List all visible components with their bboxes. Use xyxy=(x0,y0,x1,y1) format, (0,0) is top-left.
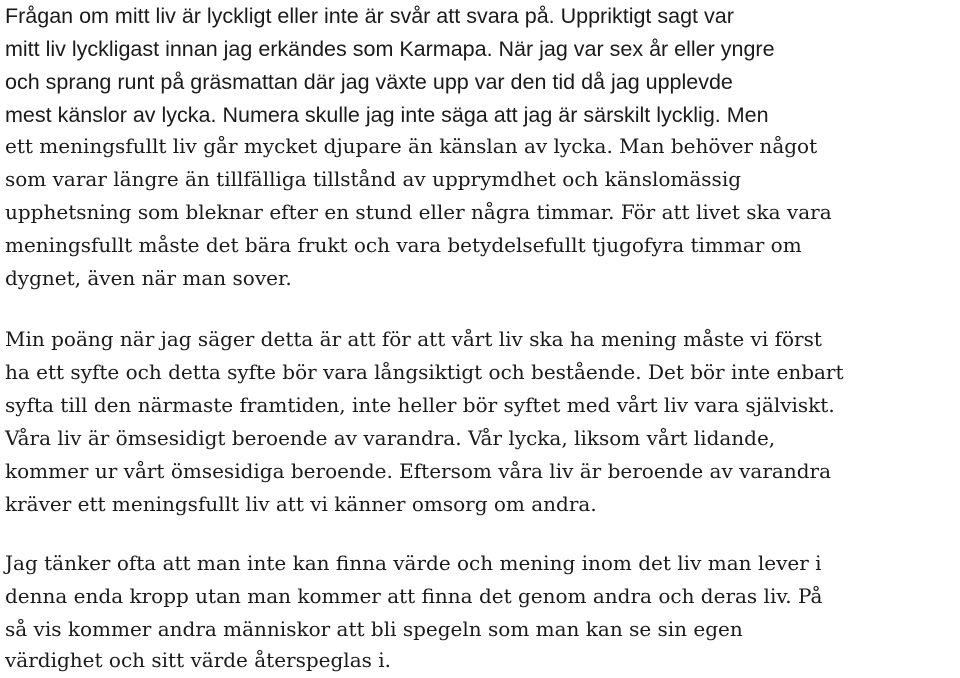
text-line: Våra liv är ömsesidigt beroende av varandra. Vår lycka, liksom vårt lidande, xyxy=(5,426,776,450)
text-line: värdighet och sitt värde återspeglas i. xyxy=(5,648,392,672)
text-line: mest känslor av lycka. Numera skulle jag inte säga att jag är särskilt lycklig. Men xyxy=(5,103,769,127)
text-line: Frågan om mitt liv är lyckligt eller inte är svår att svara på. Uppriktigt sagt var xyxy=(5,4,734,28)
text-line: denna enda kropp utan man kommer att finna det genom andra och deras liv. På xyxy=(5,584,823,608)
text-line: Jag tänker ofta att man inte kan finna värde och mening inom det liv man lever i xyxy=(5,551,822,575)
text-line: Min poäng när jag säger detta är att för att vårt liv ska ha mening måste vi först xyxy=(5,327,822,351)
text-line: ha ett syfte och detta syfte bör vara långsiktigt och bestående. Det bör inte enbart xyxy=(5,360,844,384)
text-line: och sprang runt på gräsmattan där jag växte upp var den tid då jag upplevde xyxy=(5,70,733,94)
text-line: mitt liv lyckligast innan jag erkändes som Karmapa. När jag var sex år eller yngre xyxy=(5,37,775,61)
text-line: meningsfullt måste det bära frukt och vara betydelsefullt tjugofyra timmar om xyxy=(5,233,802,257)
text-line: syfta till den närmaste framtiden, inte heller bör syftet med vårt liv vara själviskt. xyxy=(5,393,835,417)
text-line: som varar längre än tillfälliga tillstånd av upprymdhet och känslomässig xyxy=(5,167,742,191)
text-line: ett meningsfullt liv går mycket djupare än känslan av lycka. Man behöver något xyxy=(5,134,818,158)
text-line: kommer ur vårt ömsesidiga beroende. Eftersom våra liv är beroende av varandra xyxy=(5,459,832,483)
text-line: kräver ett meningsfullt liv att vi känner omsorg om andra. xyxy=(5,492,597,516)
text-line: så vis kommer andra människor att bli spegeln som man kan se sin egen xyxy=(5,617,743,641)
text-line: upphetsning som bleknar efter en stund eller några timmar. För att livet ska vara xyxy=(5,200,832,224)
text-line: dygnet, även när man sover. xyxy=(5,266,292,290)
